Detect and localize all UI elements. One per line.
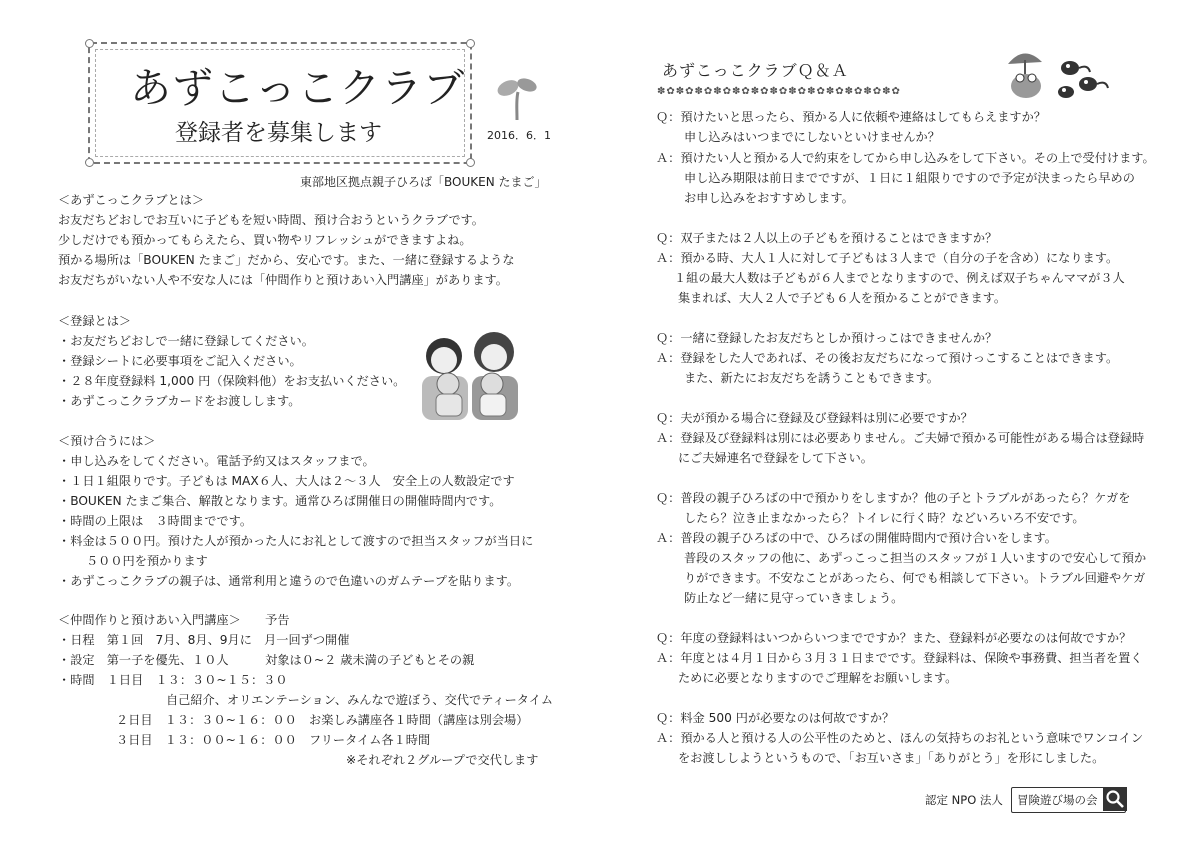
answer-line: Ａ：登録及び登録料は別には必要ありません。ご夫婦で預かる可能性がある場合は登録時 xyxy=(656,431,1145,445)
list-item-continuation: ５００円を預かります xyxy=(86,554,208,568)
section-heading-intro: ＜あずこっこクラブとは＞ xyxy=(58,193,205,207)
intro-line: 預かる場所は「BOUKEN たまご」だから、安心です。また、一緒に登録するような xyxy=(58,253,515,267)
sprout-icon xyxy=(496,72,538,122)
issue-date: 2016．6．1 xyxy=(487,129,551,142)
qa-title: あずこっこクラブＱ＆Ａ xyxy=(662,61,849,80)
intro-line: お友だちがいない人や不安な人には「仲間作りと預けあい入門講座」があります。 xyxy=(58,273,508,287)
answer-line: 普段のスタッフの他に、あずっこっこ担当のスタッフが１人いますので安心して預か xyxy=(684,551,1147,565)
list-item: ・ 時間 １日目 １３：３０~１５：３０ xyxy=(58,670,288,690)
answer-line: Ａ：預けたい人と預かる人で約束をしてから申し込みをして下さい。その上で受付けます。 xyxy=(656,151,1155,165)
page-title: あずこっこクラブ xyxy=(130,64,466,112)
question-line: Ｑ：双子または２人以上の子どもを預けることはできますか？ xyxy=(656,231,998,245)
question-line: Ｑ：料金 500 円が必要なのは何故ですか？ xyxy=(656,711,895,725)
intro-line: 少しだけでも預かってもらえたら、買い物やリフレッシュができますよね。 xyxy=(58,233,472,247)
question-line: したら？泣き止まなかったら？トイレに行く時？などいろいろ不安です。 xyxy=(684,511,1085,525)
list-item: ・ 料金は５００円。預けた人が預かった人にお礼として渡すので担当スタッフが当日に xyxy=(58,531,533,551)
question-line: Ｑ：普段の親子ひろばの中で預かりをしますか？他の子とトラブルがあったら？ケガを xyxy=(656,491,1131,505)
list-item: ・ お友だちどおしで一緒に登録してください。 xyxy=(58,331,314,351)
answer-line: Ａ：登録をした人であれば、その後お友だちになって預けっこすることはできます。 xyxy=(656,351,1119,365)
organizer-line: 東部地区拠点親子ひろば「BOUKEN たまご」 xyxy=(300,175,547,189)
answer-line: Ａ：普段の親子ひろばの中で、ひろばの開催時間内で預け合いをします。 xyxy=(656,531,1057,545)
answer-line: １組の最大人数は子どもが６人までとなりますので、例えば双子ちゃんママが３人 xyxy=(674,271,1125,285)
answer-line: 申し込み期限は前日までですが、１日に１組限りですので予定が決まったら早めの xyxy=(684,171,1135,185)
section-heading-sharing: ＜預け合うには＞ xyxy=(58,434,156,448)
list-item: ・ 設定 第一子を優先、１０人 対象は０~２ 歳未満の子どもとその親 xyxy=(58,650,474,670)
answer-line: また、新たにお友だちを誘うこともできます。 xyxy=(684,371,939,385)
answer-line: 集まれば、大人２人で子ども６人を預かることができます。 xyxy=(678,291,1007,305)
answer-line: りができます。不安なことがあったら、何でも相談して下さい。トラブル回避やケガ xyxy=(684,571,1146,585)
question-line: Ｑ：年度の登録料はいつからいつまでですか？また、登録料が必要なのは何故ですか？ xyxy=(656,631,1132,645)
answer-line: にご夫婦連名で登録をして下さい。 xyxy=(678,451,873,465)
family-illustration-icon xyxy=(420,328,520,420)
question-line: Ｑ：預けたいと思ったら、預かる人に依頼や連絡はしてもらえますか？ xyxy=(656,110,1046,124)
schedule-line: ３日目 １３：００~１６：００ フリータイム各１時間 xyxy=(116,733,431,747)
list-item: ・ BOUKEN たまご集合、解散となります。通常ひろば開催日の開催時間内です。 xyxy=(58,491,501,511)
list-item: ・ あずこっこクラブの親子は、通常利用と違うので色違いのガムテープを貼ります。 xyxy=(58,571,519,591)
npo-name: 冒険遊び場の会 xyxy=(1017,793,1098,807)
answer-line: Ａ：預かる人と預ける人の公平性のためと、ほんの気持ちのお礼という意味でワンコイン xyxy=(656,731,1144,745)
page-subtitle: 登録者を募集します xyxy=(175,120,382,146)
question-line: Ｑ：一緒に登録したお友だちとしか預けっこはできませんか？ xyxy=(656,331,998,345)
answer-line: Ａ：預かる時、大人１人に対して子どもは３人まで（自分の子を含め）になります。 xyxy=(656,251,1119,265)
answer-line: 防止など一緒に見守っていきましょう。 xyxy=(684,591,904,605)
answer-line: ために必要となりますのでご理解をお願いします。 xyxy=(678,671,958,685)
answer-line: をお渡ししようというもので、「お互いさま」「ありがとう」を形にしました。 xyxy=(678,751,1105,765)
frog-illustration-icon xyxy=(1000,44,1115,106)
npo-label: 認定 NPO 法人 xyxy=(925,793,1003,807)
list-item: ・ 時間の上限は ３時間までです。 xyxy=(58,511,252,531)
list-item: ・ 申し込みをしてください。電話予約又はスタッフまで。 xyxy=(58,451,375,471)
list-item: ・ ２８年度登録料 1,000 円（保険料他）をお支払いください。 xyxy=(58,371,405,391)
list-item: ・ あずこっこクラブカードをお渡しします。 xyxy=(58,391,300,411)
answer-line: お申し込みをおすすめします。 xyxy=(684,191,854,205)
list-item: ・ 登録シートに必要事項をご記入ください。 xyxy=(58,351,302,371)
answer-line: Ａ：年度とは４月１日から３月３１日までです。登録料は、保険や事務費、担当者を置く xyxy=(656,651,1143,665)
section-heading-registration: ＜登録とは＞ xyxy=(58,314,132,328)
intro-line: お友だちどおしでお互いに子どもを短い時間、預け合おうというクラブです。 xyxy=(58,213,484,227)
section-heading-course: ＜仲間作りと預けあい入門講座＞ 予告 xyxy=(58,613,290,627)
question-line: 申し込みはいつまでにしないといけませんか？ xyxy=(684,130,940,144)
search-icon[interactable] xyxy=(1103,787,1127,811)
schedule-note: ※それぞれ２グループで交代します xyxy=(346,753,539,767)
question-line: Ｑ：夫が預かる場合に登録及び登録料は別に必要ですか？ xyxy=(656,411,973,425)
decorative-border: ✽✿✽✿✽✿✽✿✽✿✽✿✽✿✽✿✽✿✽✿✽✿✽✿✽✿ xyxy=(657,86,901,97)
list-item: ・ １日１組限りです。子どもは MAX６人、大人は２～３人 安全上の人数設定です xyxy=(58,471,515,491)
list-item: ・ 日程 第１回 7月、8月、9月に 月一回ずつ開催 xyxy=(58,630,349,650)
schedule-line: ２日目 １３：３０~１６：００ お楽しみ講座各１時間（講座は別会場） xyxy=(116,713,529,727)
schedule-line: 自己紹介、オリエンテーション、みんなで遊ぼう、交代でティータイム xyxy=(166,693,554,707)
